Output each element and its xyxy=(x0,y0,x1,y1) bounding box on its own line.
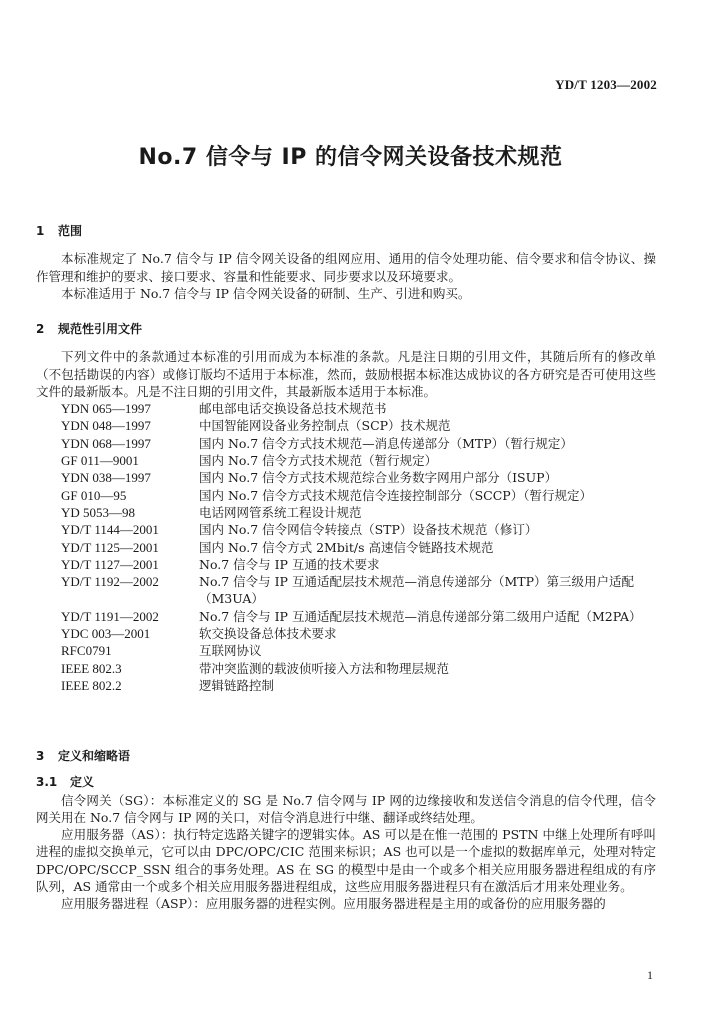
section-number: 3 xyxy=(36,749,45,763)
reference-code: YD/T 1144—2001 xyxy=(61,522,159,538)
reference-code: YDC 003—2001 xyxy=(61,626,151,642)
reference-name: 中国智能网设备业务控制点（SCP）技术规范 xyxy=(199,418,451,434)
section-normative-references xyxy=(36,321,656,694)
reference-item xyxy=(36,417,656,434)
reference-item xyxy=(36,487,656,504)
reference-name: 逻辑链路控制 xyxy=(199,677,275,693)
reference-code: GF 011—9001 xyxy=(61,453,139,469)
section-scope xyxy=(36,223,656,302)
section-heading xyxy=(36,321,656,338)
reference-code: YD 5053—98 xyxy=(61,504,136,520)
reference-code: YD/T 1192—2002 xyxy=(61,574,159,590)
reference-item xyxy=(36,504,656,521)
reference-name: No.7 信令与 IP 互通适配层技术规范—消息传递部分（MTP）第三级用户适配（M3UA） xyxy=(199,574,634,607)
reference-item xyxy=(36,642,656,659)
reference-item xyxy=(36,573,656,608)
reference-name: 国内 No.7 信令方式技术规范—消息传递部分（MTP）（暂行规定） xyxy=(199,435,573,451)
reference-code: IEEE 802.2 xyxy=(61,677,122,693)
reference-item xyxy=(36,677,656,694)
paragraph: 下列文件中的条款通过本标准的引用而成为本标准的条款。凡是注日期的引用文件，其随后所有的修改单（不包括勘误的内容）或修订版均不适用于本标准，然而，鼓励根据本标准达成协议的各方研究是否可使用这些文件的最新版本。凡是不注日期的引用文件，其最新版本适用于本标准。 xyxy=(36,349,656,399)
reference-name: 互联网协议 xyxy=(199,643,262,659)
paragraph: 信令网关（SG）：本标准定义的 SG 是 No.7 信令网与 IP 网的边缘接收和发送信令消息的信令代理，信令网关用在 No.7 信令网与 IP 网的关口，对信令消息进行中继、翻译或终结处理。 xyxy=(36,792,656,825)
paragraph: 本标准规定了 No.7 信令与 IP 信令网关设备的组网应用、通用的信令处理功能、信令要求和信令协议、操作管理和维护的要求、接口要求、容量和性能要求、同步要求以及环境要求。 xyxy=(36,251,656,284)
reference-code: YD/T 1127—2001 xyxy=(61,556,159,572)
section-number: 2 xyxy=(36,322,45,336)
section-definitions xyxy=(36,748,656,913)
reference-item xyxy=(36,435,656,452)
reference-list xyxy=(36,400,656,694)
reference-code: YDN 065—1997 xyxy=(61,401,151,417)
reference-code: YD/T 1125—2001 xyxy=(61,539,159,555)
document-title: No.7 信令与 IP 的信令网关设备技术规范 xyxy=(138,145,563,170)
standard-code: YD/T 1203—2002 xyxy=(555,77,657,92)
paragraph: 应用服务器进程（ASP）：应用服务器的进程实例。应用服务器进程是主用的或备份的应用服务器的 xyxy=(61,896,606,912)
reference-code: YDN 038—1997 xyxy=(61,470,151,486)
reference-code: YDN 048—1997 xyxy=(61,418,151,434)
page-number: 1 xyxy=(647,968,653,982)
section-number: 1 xyxy=(36,224,45,238)
subsection-number: 3.1 xyxy=(36,775,58,790)
reference-item xyxy=(36,660,656,677)
reference-name: 国内 No.7 信令方式 2Mbit/s 高速信令链路技术规范 xyxy=(199,539,494,555)
reference-item xyxy=(36,556,656,573)
reference-item xyxy=(36,539,656,556)
reference-item xyxy=(36,469,656,486)
paragraph: 应用服务器（AS）：执行特定选路关键字的逻辑实体。AS 可以是在惟一范围的 PSTN 中继上处理所有呼叫进程的虚拟交换单元，它可以由 DPC/OPC/CIC 范围来标识；AS 也可以是一个虚拟的数据库单元，处理对特定 DPC/OPC/SCCP_SSN 组合的事务处理。AS 在 SG 的模型中是由一个或多个相关应用服务器进程组成的有序队列，AS 通常由一个或多个相关应用服务器进程组成，这些应用服务器进程只有在激活后才用来处理业务。 xyxy=(36,827,656,895)
reference-name: 国内 No.7 信令网信令转接点（STP）设备技术规范（修订） xyxy=(199,522,538,538)
reference-code: RFC0791 xyxy=(61,643,112,659)
section-title: 范围 xyxy=(58,224,83,238)
reference-item xyxy=(36,400,656,417)
reference-code: IEEE 802.3 xyxy=(61,660,122,676)
reference-name: 国内 No.7 信令方式技术规范信令连接控制部分（SCCP）（暂行规定） xyxy=(199,487,592,503)
paragraph: 本标准适用于 No.7 信令与 IP 信令网关设备的研制、生产、引进和购买。 xyxy=(61,285,471,301)
reference-code: YDN 068—1997 xyxy=(61,435,151,451)
subsection-title: 定义 xyxy=(70,775,95,790)
reference-code: GF 010—95 xyxy=(61,487,127,503)
reference-item xyxy=(36,608,656,625)
reference-name: 带冲突监测的载波侦听接入方法和物理层规范 xyxy=(199,660,450,676)
reference-name: 国内 No.7 信令方式技术规范（暂行规定） xyxy=(199,453,438,469)
reference-name: 国内 No.7 信令方式技术规范综合业务数字网用户部分（ISUP） xyxy=(199,470,558,486)
reference-item xyxy=(36,625,656,642)
reference-name: No.7 信令与 IP 互通的技术要求 xyxy=(199,556,380,572)
section-title: 定义和缩略语 xyxy=(58,749,131,763)
reference-code: YD/T 1191—2002 xyxy=(61,608,159,624)
reference-name: No.7 信令与 IP 互通适配层技术规范—消息传递部分第二级用户适配（M2PA） xyxy=(199,608,642,624)
reference-name: 电话网网管系统工程设计规范 xyxy=(199,504,362,520)
section-heading xyxy=(36,748,656,765)
reference-name: 邮电部电话交换设备总技术规范书 xyxy=(199,401,387,417)
section-heading xyxy=(36,223,656,240)
section-title: 规范性引用文件 xyxy=(58,322,143,336)
reference-item xyxy=(36,521,656,538)
reference-name: 软交换设备总体技术要求 xyxy=(199,626,337,642)
subsection-heading xyxy=(36,774,656,791)
reference-item xyxy=(36,452,656,469)
